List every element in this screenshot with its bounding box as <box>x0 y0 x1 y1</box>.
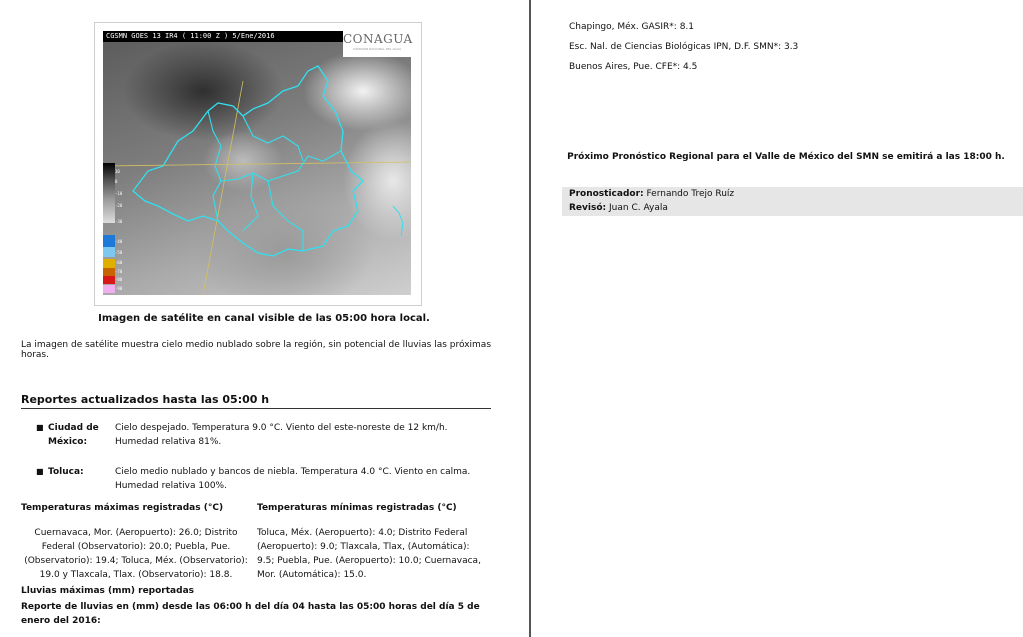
legend-label: 10 <box>115 169 120 174</box>
station-line: Chapingo, Méx. GASIR*: 8.1 <box>569 22 695 32</box>
legend-pink <box>103 285 115 293</box>
satellite-image-frame <box>94 22 422 306</box>
reviewer-line <box>562 201 1023 215</box>
legend-label: -60 <box>115 260 123 265</box>
rain-report-text: Reporte de lluvias en (mm) desde las 06:00 h del día 04 hasta las 05:00 horas del día 5 de enero del 2016: <box>21 602 480 626</box>
satellite-overlay <box>103 31 411 295</box>
forecaster-name: Fernando Trejo Ruíz <box>646 189 735 199</box>
legend-label: -80 <box>115 277 123 282</box>
legend-yellow <box>103 259 115 268</box>
reviewer-label: Revisó: <box>569 203 607 213</box>
report-text: Cielo despejado. Temperatura 9.0 °C. Viento del este-noreste de 12 km/h. Humedad relativa 81%. <box>115 423 448 447</box>
legend-gray-ramp <box>103 163 118 223</box>
reports-heading: Reportes actualizados hasta las 05:00 h <box>21 393 491 409</box>
rain-heading: Lluvias máximas (mm) reportadas <box>21 586 194 596</box>
conagua-logo-subtitle: COMISIÓN NACIONAL DEL AGUA <box>352 47 402 51</box>
coastline <box>393 206 403 236</box>
latitude-line <box>103 162 411 166</box>
legend-red <box>103 276 115 284</box>
legend-label: -20 <box>115 203 123 208</box>
satellite-header: CGSMN GOES 13 IR4 ( 11:00 Z ) 5/Ene/2016 <box>103 31 349 42</box>
legend-label: -40 <box>115 239 123 244</box>
legend-label: -30 <box>115 219 123 224</box>
satellite-description: La imagen de satélite muestra cielo medio nublado sobre la región, sin potencial de lluvias las próximas horas. <box>21 340 492 360</box>
inner-boundaries <box>208 111 341 251</box>
report-item-cdmx <box>36 421 476 451</box>
bullet-icon: ■ <box>36 423 44 432</box>
max-temps-text: Cuernavaca, Mor. (Aeropuerto): 26.0; Distrito Federal (Observatorio): 20.0; Puebla, Pue. (Observatorio): 19.4; Toluca, Méx. (Observatorio): 19.0 y Tlaxcala, Tlax. (Observatorio): 18.8. <box>24 528 248 580</box>
satellite-image <box>103 31 411 295</box>
image-caption: Imagen de satélite en canal visible de las 05:00 hora local. <box>98 313 430 324</box>
min-temps-heading: Temperaturas mínimas registradas (°C) <box>257 503 457 513</box>
report-label: Ciudad de México: <box>48 423 99 447</box>
max-temps-heading: Temperaturas máximas registradas (°C) <box>21 503 224 513</box>
legend-label: 0 <box>115 179 118 184</box>
forecaster-label: Pronosticador: <box>569 189 644 199</box>
legend-label: -90 <box>115 286 123 291</box>
legend-labels <box>115 163 129 293</box>
legend-label: -50 <box>115 250 123 255</box>
legend-orange <box>103 268 115 276</box>
station-line: Buenos Aires, Pue. CFE*: 4.5 <box>569 62 698 72</box>
legend-blue <box>103 235 115 247</box>
staff-box <box>562 187 1023 216</box>
report-item-toluca <box>36 465 476 495</box>
right-page <box>531 0 1023 637</box>
state-boundaries <box>133 66 363 256</box>
legend-label: -70 <box>115 269 123 274</box>
report-label: Toluca: <box>48 467 84 477</box>
legend-light-blue <box>103 247 115 257</box>
report-text: Cielo medio nublado y bancos de niebla. Temperatura 4.0 °C. Viento en calma. Humedad relativa 100%. <box>115 467 471 491</box>
temperature-legend <box>103 163 121 293</box>
legend-label: -10 <box>115 191 123 196</box>
bullet-icon: ■ <box>36 467 44 476</box>
min-temps-text: Toluca, Méx. (Aeropuerto): 4.0; Distrito Federal (Aeropuerto): 9.0; Tlaxcala, Tlax, (Automática): 9.5; Puebla, Pue. (Aeropuerto): 10.0; Cuernavaca, Mor. (Automática): 15.0. <box>257 528 481 580</box>
conagua-logo-text: CONAGUA <box>343 32 413 46</box>
reviewer-name: Juan C. Ayala <box>609 203 668 213</box>
next-forecast-note: Próximo Pronóstico Regional para el Valle de México del SMN se emitirá a las 18:00 h. <box>567 152 1005 162</box>
station-line: Esc. Nal. de Ciencias Biológicas IPN, D.F. SMN*: 3.3 <box>569 42 799 52</box>
forecaster-line <box>562 187 1023 201</box>
